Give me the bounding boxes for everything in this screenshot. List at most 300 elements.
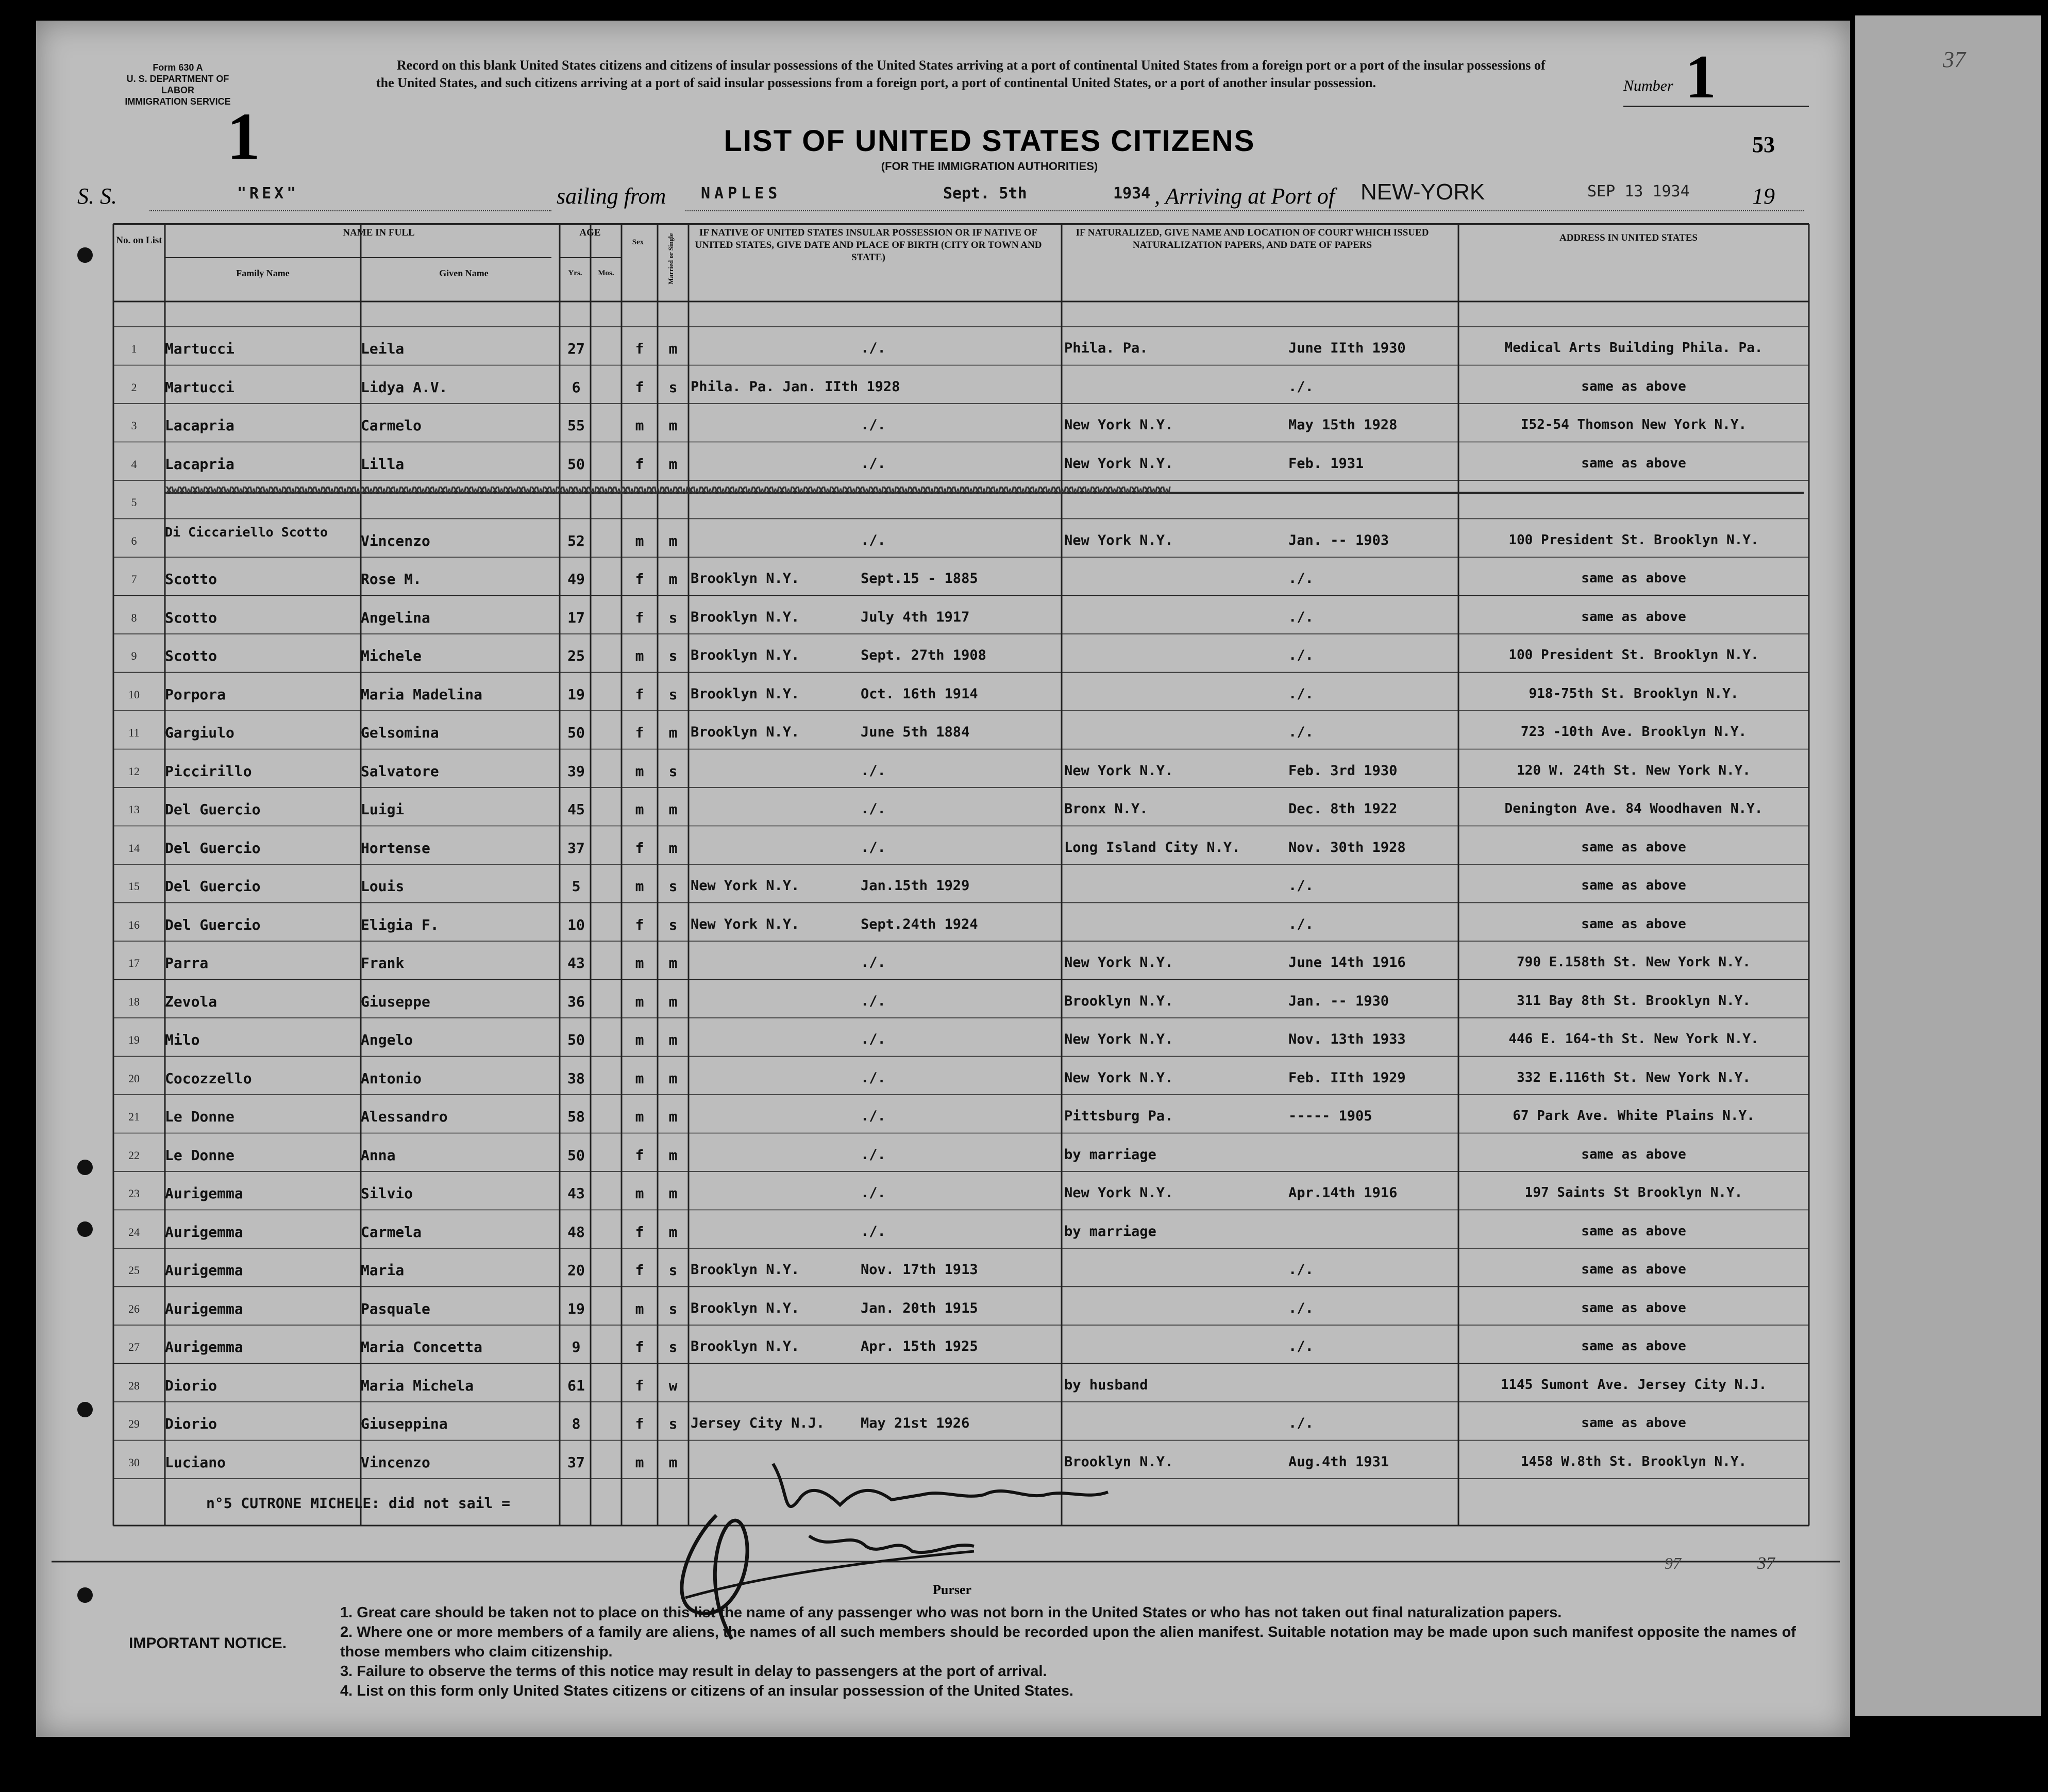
cell-given: Frank bbox=[361, 954, 405, 972]
cell-bdate: ./. bbox=[861, 1031, 886, 1047]
cell-given: Alessandro bbox=[361, 1108, 448, 1125]
cell-given: Pasquale bbox=[361, 1300, 430, 1317]
cell-ms: m bbox=[668, 993, 678, 1010]
cell-address: Denington Ave. 84 Woodhaven N.Y. bbox=[1504, 801, 1763, 816]
cell-bplace: Brooklyn N.Y. bbox=[691, 1300, 800, 1316]
cell-family: Parra bbox=[165, 954, 209, 972]
cell-bdate: ./. bbox=[861, 762, 886, 779]
cell-court: Phila. Pa. bbox=[1064, 340, 1148, 356]
cell-court: Pittsburg Pa. bbox=[1064, 1108, 1173, 1124]
cell-ms: m bbox=[668, 839, 678, 857]
cell-family: Martucci bbox=[165, 378, 234, 396]
cell-bdate: ./. bbox=[861, 1108, 886, 1124]
cell-court: by marriage bbox=[1064, 1146, 1156, 1163]
cell-ms: s bbox=[668, 878, 678, 895]
cell-address: same as above bbox=[1581, 916, 1686, 932]
cell-sex: f bbox=[635, 571, 644, 588]
cell-given: Silvio bbox=[361, 1185, 413, 1202]
cell-bdate: Oct. 16th 1914 bbox=[861, 685, 978, 702]
cell-no: 27 bbox=[128, 1341, 140, 1353]
cell-bdate: ./. bbox=[861, 839, 886, 856]
cell-given: Eligia F. bbox=[361, 916, 439, 933]
cell-ndate: ----- 1905 bbox=[1288, 1108, 1372, 1124]
cell-address: same as above bbox=[1581, 878, 1686, 893]
cell-address: 446 E. 164-th St. New York N.Y. bbox=[1508, 1031, 1759, 1047]
cell-bdate: Jan. 20th 1915 bbox=[861, 1300, 978, 1316]
cell-sex: f bbox=[635, 609, 644, 626]
notice-item: 1. Great care should be taken not to place on this list the name of any passenger who was not born in the United States or who has not taken out final naturalization papers. bbox=[340, 1604, 1562, 1621]
cell-court: New York N.Y. bbox=[1064, 1031, 1173, 1047]
cell-ndate: ./. bbox=[1288, 609, 1314, 625]
cell-address: 120 W. 24th St. New York N.Y. bbox=[1517, 762, 1751, 778]
cell-age: 5 bbox=[572, 878, 581, 895]
intro-text: Record on this blank United States citizens and citizens of insular possessions of the United States arriving at a port of continental United States from a foreign port or a port of the insular possessions of the United States, and such citizens arriving at a port of said insular possessions from a foreign port, a port of continental United States, or a port of another insular possession. bbox=[376, 58, 1546, 90]
cell-ms: s bbox=[668, 609, 678, 626]
cell-ndate: ./. bbox=[1288, 378, 1314, 395]
footnote: n°5 CUTRONE MICHELE: did not sail = bbox=[206, 1495, 511, 1512]
cell-family: Del Guercio bbox=[165, 916, 261, 933]
cell-given: Angelina bbox=[361, 609, 430, 626]
cell-bdate: Sept. 27th 1908 bbox=[861, 647, 986, 663]
cell-sex: m bbox=[635, 417, 644, 434]
cell-bdate: ./. bbox=[861, 1185, 886, 1201]
cell-no: 4 bbox=[131, 457, 137, 471]
cell-ms: s bbox=[668, 685, 678, 703]
cell-family: Gargiulo bbox=[165, 724, 234, 741]
cell-ndate: ./. bbox=[1288, 1415, 1314, 1431]
cell-no: 30 bbox=[128, 1455, 140, 1469]
cell-sex: m bbox=[635, 993, 644, 1010]
binder-hole bbox=[77, 1402, 93, 1417]
port-to: NEW-YORK bbox=[1361, 179, 1485, 205]
port-from: NAPLES bbox=[701, 185, 782, 203]
cell-no: 2 bbox=[131, 380, 137, 394]
cell-ms: m bbox=[668, 1108, 678, 1125]
cell-age: 19 bbox=[567, 1300, 585, 1317]
cell-age: 36 bbox=[567, 993, 585, 1010]
notice-item: 2. Where one or more members of a family are aliens, the names of all such members should be recorded upon the alien manifest. Suitable notation may be made upon such manifest opposite the names of those members who claim citizenship. bbox=[340, 1624, 1796, 1660]
notice-item: 4. List on this form only United States citizens or citizens of an insular possession of the United States. bbox=[340, 1683, 1073, 1699]
binder-hole bbox=[77, 247, 93, 263]
cell-family: Cocozzello bbox=[165, 1069, 252, 1087]
cell-age: 50 bbox=[567, 724, 585, 741]
cell-ms: s bbox=[668, 1415, 678, 1432]
cell-family: Aurigemma bbox=[165, 1185, 243, 1202]
cell-ms: s bbox=[668, 1262, 678, 1279]
cell-address: 790 E.158th St. New York N.Y. bbox=[1517, 954, 1751, 970]
cell-bplace: Jersey City N.J. bbox=[691, 1415, 825, 1431]
cell-address: same as above bbox=[1581, 571, 1686, 586]
cell-no: 23 bbox=[128, 1187, 140, 1200]
sail-year: 1934 bbox=[1113, 185, 1151, 203]
cell-bdate: ./. bbox=[861, 1069, 886, 1086]
cell-ndate: June IIth 1930 bbox=[1288, 340, 1406, 356]
cell-age: 43 bbox=[567, 1185, 585, 1202]
cell-no: 25 bbox=[128, 1264, 140, 1277]
cell-sex: f bbox=[635, 378, 644, 396]
cell-bplace: Brooklyn N.Y. bbox=[691, 571, 800, 587]
cell-age: 38 bbox=[567, 1069, 585, 1087]
cell-court: Long Island City N.Y. bbox=[1064, 839, 1240, 856]
cell-ms: m bbox=[668, 340, 678, 357]
cell-sex: f bbox=[635, 1338, 644, 1355]
arrival-stamp: SEP 13 1934 bbox=[1587, 182, 1690, 200]
cell-ndate: ./. bbox=[1288, 685, 1314, 702]
cell-address: 311 Bay 8th St. Brooklyn N.Y. bbox=[1517, 993, 1751, 1009]
cell-ndate: June 14th 1916 bbox=[1288, 954, 1406, 970]
cell-sex: f bbox=[635, 1377, 644, 1394]
cell-bdate: ./. bbox=[861, 801, 886, 817]
cell-ndate: ./. bbox=[1288, 916, 1314, 932]
cell-family: Milo bbox=[165, 1031, 200, 1048]
header-name: NAME IN FULL bbox=[343, 227, 415, 238]
cell-address: 918-75th St. Brooklyn N.Y. bbox=[1529, 685, 1739, 701]
cell-ndate: Feb. 3rd 1930 bbox=[1288, 762, 1398, 779]
cell-no: 21 bbox=[128, 1110, 140, 1123]
cell-ndate: Dec. 8th 1922 bbox=[1288, 801, 1398, 817]
sail-date: Sept. 5th bbox=[943, 185, 1027, 203]
cell-family: Aurigemma bbox=[165, 1300, 243, 1317]
cell-bplace: Phila. Pa. Jan. IIth 1928 bbox=[691, 378, 900, 395]
cell-bdate: ./. bbox=[861, 1146, 886, 1163]
cell-family: Aurigemma bbox=[165, 1338, 243, 1355]
cell-sex: m bbox=[635, 878, 644, 895]
cell-family: Lacapria bbox=[165, 417, 234, 434]
cell-bplace: New York N.Y. bbox=[691, 878, 800, 894]
cell-ndate: Aug.4th 1931 bbox=[1288, 1453, 1389, 1470]
header-family: Family Name bbox=[236, 268, 290, 278]
cell-address: 1145 Sumont Ave. Jersey City N.J. bbox=[1500, 1377, 1767, 1393]
cell-sex: m bbox=[635, 762, 644, 780]
cell-ndate: ./. bbox=[1288, 724, 1314, 740]
cell-no: 19 bbox=[128, 1033, 140, 1046]
form-id-line: U. S. DEPARTMENT OF LABOR bbox=[126, 74, 229, 95]
cell-family: Scotto bbox=[165, 609, 217, 626]
cell-ndate: Nov. 30th 1928 bbox=[1288, 839, 1406, 856]
cell-bplace: Brooklyn N.Y. bbox=[691, 685, 800, 702]
cell-age: 8 bbox=[572, 1415, 581, 1432]
cell-ms: m bbox=[668, 801, 678, 818]
cell-no: 11 bbox=[128, 726, 140, 739]
cell-court: New York N.Y. bbox=[1064, 1069, 1173, 1086]
cell-sex: m bbox=[635, 1453, 644, 1471]
cell-family: Porpora bbox=[165, 685, 226, 703]
cell-given: Maria bbox=[361, 1262, 405, 1279]
header-yrs: Yrs. bbox=[568, 269, 582, 277]
cell-no: 29 bbox=[128, 1417, 140, 1430]
cell-bdate: July 4th 1917 bbox=[861, 609, 970, 625]
cell-family: Martucci bbox=[165, 340, 234, 357]
cell-court: by husband bbox=[1064, 1377, 1148, 1393]
cell-sex: f bbox=[635, 1146, 644, 1164]
cell-court: Brooklyn N.Y. bbox=[1064, 1453, 1173, 1470]
cell-given: Maria Madelina bbox=[361, 685, 483, 703]
cell-address: I52-54 Thomson New York N.Y. bbox=[1520, 417, 1747, 432]
cell-age: 20 bbox=[567, 1262, 585, 1279]
cell-sex: f bbox=[635, 1415, 644, 1432]
cell-no: 12 bbox=[128, 764, 140, 778]
cell-bplace: Brooklyn N.Y. bbox=[691, 647, 800, 663]
header-birth: IF NATIVE OF UNITED STATES INSULAR POSSESSION OR IF NATIVE OF UNITED STATES, GIVE DATE AND PLACE OF BIRTH (CITY OR TOWN AND STATE) bbox=[695, 227, 1042, 263]
cell-ndate: ./. bbox=[1288, 571, 1314, 587]
cell-address: same as above bbox=[1581, 609, 1686, 625]
cell-court: New York N.Y. bbox=[1064, 417, 1173, 433]
cell-ms: s bbox=[668, 1300, 678, 1317]
cell-sex: m bbox=[635, 1031, 644, 1048]
cell-address: 197 Saints St Brooklyn N.Y. bbox=[1524, 1185, 1743, 1200]
cell-given: Antonio bbox=[361, 1069, 422, 1087]
cell-given: Carmelo bbox=[361, 417, 422, 434]
cell-ms: m bbox=[668, 1031, 678, 1048]
ss-label: S. S. bbox=[77, 183, 117, 209]
cell-ndate: ./. bbox=[1288, 1262, 1314, 1278]
cell-age: 6 bbox=[572, 378, 581, 396]
page-subtitle: (FOR THE IMMIGRATION AUTHORITIES) bbox=[881, 160, 1098, 173]
cell-ndate: Jan. -- 1903 bbox=[1288, 532, 1389, 548]
notice-label: IMPORTANT NOTICE. bbox=[129, 1635, 287, 1652]
cell-family: Le Donne bbox=[165, 1108, 234, 1125]
header-mos: Mos. bbox=[598, 269, 614, 277]
cell-given: Maria Michela bbox=[361, 1377, 474, 1394]
cell-age: 45 bbox=[567, 801, 585, 818]
cell-address: 100 President St. Brooklyn N.Y. bbox=[1508, 532, 1759, 548]
cell-no: 5 bbox=[131, 496, 137, 509]
cell-court: New York N.Y. bbox=[1064, 455, 1173, 472]
cell-ndate: Jan. -- 1930 bbox=[1288, 993, 1389, 1009]
cell-given: Salvatore bbox=[361, 762, 439, 780]
cell-sex: f bbox=[635, 685, 644, 703]
cell-address: same as above bbox=[1581, 1338, 1686, 1354]
cell-bplace: Brooklyn N.Y. bbox=[691, 1262, 800, 1278]
cell-address: 1458 W.8th St. Brooklyn N.Y. bbox=[1520, 1453, 1747, 1469]
cell-sex: f bbox=[635, 1262, 644, 1279]
cell-sex: m bbox=[635, 532, 644, 549]
cell-age: 55 bbox=[567, 417, 585, 434]
purser-label: Purser bbox=[933, 1582, 972, 1597]
cell-given: Lilla bbox=[361, 455, 405, 473]
year-suffix: 19 bbox=[1752, 183, 1775, 209]
cell-no: 10 bbox=[128, 688, 140, 701]
cell-address: same as above bbox=[1581, 1300, 1686, 1316]
cell-address: same as above bbox=[1581, 839, 1686, 855]
cell-address: 723 -10th Ave. Brooklyn N.Y. bbox=[1520, 724, 1747, 740]
cell-ms: m bbox=[668, 1185, 678, 1202]
cell-age: 48 bbox=[567, 1223, 585, 1241]
cell-bdate: ./. bbox=[861, 417, 886, 433]
cell-given: Anna bbox=[361, 1146, 396, 1164]
cell-ms: m bbox=[668, 455, 678, 473]
margin-mark-right: 37 bbox=[1757, 1554, 1775, 1573]
cell-no: 28 bbox=[128, 1379, 140, 1392]
cell-given: Giuseppina bbox=[361, 1415, 448, 1432]
cell-no: 18 bbox=[128, 995, 140, 1008]
cell-age: 37 bbox=[567, 839, 585, 857]
manifest-page bbox=[36, 21, 1850, 1737]
cell-family: Diorio bbox=[165, 1377, 217, 1394]
cell-address: same as above bbox=[1581, 455, 1686, 471]
cell-age: 49 bbox=[567, 571, 585, 588]
header-naturalization: IF NATURALIZED, GIVE NAME AND LOCATION OF COURT WHICH ISSUED NATURALIZATION PAPERS, AND DATE OF PAPERS bbox=[1076, 227, 1429, 250]
cell-no: 6 bbox=[131, 534, 137, 547]
cell-sex: m bbox=[635, 954, 644, 972]
cell-court: New York N.Y. bbox=[1064, 1185, 1173, 1201]
cell-no: 15 bbox=[128, 880, 140, 893]
arriving-label: , Arriving at Port of bbox=[1154, 183, 1335, 209]
cell-no: 3 bbox=[131, 419, 137, 432]
cell-ndate: Nov. 13th 1933 bbox=[1288, 1031, 1406, 1047]
cell-court: Brooklyn N.Y. bbox=[1064, 993, 1173, 1009]
cell-given: Carmela bbox=[361, 1223, 422, 1241]
cell-given: Rose M. bbox=[361, 571, 422, 588]
cell-family: Lacapria bbox=[165, 455, 234, 473]
cell-given: Louis bbox=[361, 878, 405, 895]
cell-age: 37 bbox=[567, 1453, 585, 1471]
cell-age: 9 bbox=[572, 1338, 581, 1355]
cell-ndate: Feb. 1931 bbox=[1288, 455, 1364, 472]
cell-age: 50 bbox=[567, 1031, 585, 1048]
cell-no: 13 bbox=[128, 803, 140, 816]
cell-address: same as above bbox=[1581, 1223, 1686, 1239]
header-given: Given Name bbox=[439, 268, 489, 278]
cell-given: Vincenzo bbox=[361, 532, 430, 549]
cell-ms: s bbox=[668, 1338, 678, 1355]
cell-sex: m bbox=[635, 801, 644, 818]
cell-given: Hortense bbox=[361, 839, 430, 857]
cell-ms: w bbox=[668, 1377, 678, 1394]
cell-ms: m bbox=[668, 1069, 678, 1087]
cell-bdate: ./. bbox=[861, 455, 886, 472]
header-address: ADDRESS IN UNITED STATES bbox=[1559, 232, 1698, 243]
cell-given: Lidya A.V. bbox=[361, 378, 448, 396]
cell-ms: m bbox=[668, 1223, 678, 1241]
cell-sex: m bbox=[635, 1300, 644, 1317]
cell-address: 332 E.116th St. New York N.Y. bbox=[1517, 1069, 1751, 1085]
notice-item: 3. Failure to observe the terms of this notice may result in delay to passengers at the port of arrival. bbox=[340, 1663, 1047, 1680]
header-married: Married or Single bbox=[667, 233, 675, 284]
cell-no: 24 bbox=[128, 1225, 140, 1238]
cell-sex: m bbox=[635, 1108, 644, 1125]
page-title: LIST OF UNITED STATES CITIZENS bbox=[724, 124, 1255, 158]
cell-family: Le Donne bbox=[165, 1146, 234, 1164]
cell-family: Luciano bbox=[165, 1453, 226, 1471]
cell-family: Del Guercio bbox=[165, 801, 261, 818]
cell-no: 22 bbox=[128, 1148, 140, 1162]
header-sex: Sex bbox=[632, 238, 644, 246]
cell-sex: m bbox=[635, 1185, 644, 1202]
cell-age: 17 bbox=[567, 609, 585, 626]
cell-sex: f bbox=[635, 839, 644, 857]
cell-bdate: May 21st 1926 bbox=[861, 1415, 970, 1431]
corner-mark: 37 bbox=[1943, 47, 1966, 72]
cell-court: by marriage bbox=[1064, 1223, 1156, 1240]
cell-bdate: ./. bbox=[861, 340, 886, 356]
cell-address: same as above bbox=[1581, 378, 1686, 394]
cell-address: same as above bbox=[1581, 1262, 1686, 1277]
ship-name: "REX" bbox=[237, 185, 299, 203]
cell-no: 17 bbox=[128, 957, 140, 969]
cell-ms: s bbox=[668, 378, 678, 396]
cell-given: Giuseppe bbox=[361, 993, 430, 1010]
cell-bdate: ./. bbox=[861, 954, 886, 970]
cell-ndate: ./. bbox=[1288, 1338, 1314, 1354]
cell-age: 39 bbox=[567, 762, 585, 780]
cell-address: 100 President St. Brooklyn N.Y. bbox=[1508, 647, 1759, 663]
cell-given: Luigi bbox=[361, 801, 405, 818]
cell-sex: m bbox=[635, 1069, 644, 1087]
cell-court: New York N.Y. bbox=[1064, 532, 1173, 548]
cell-ms: m bbox=[668, 1453, 678, 1471]
cell-no: 7 bbox=[131, 573, 137, 585]
cell-bdate: ./. bbox=[861, 532, 886, 548]
cell-court: Bronx N.Y. bbox=[1064, 801, 1148, 817]
binder-hole bbox=[77, 1221, 93, 1237]
cell-ndate: Apr.14th 1916 bbox=[1288, 1185, 1398, 1201]
cell-court: New York N.Y. bbox=[1064, 762, 1173, 779]
cell-court: New York N.Y. bbox=[1064, 954, 1173, 970]
binder-hole bbox=[77, 1160, 93, 1175]
cell-ndate: May 15th 1928 bbox=[1288, 417, 1398, 433]
cell-bdate: Sept.15 - 1885 bbox=[861, 571, 978, 587]
cell-age: 19 bbox=[567, 685, 585, 703]
cell-bdate: Nov. 17th 1913 bbox=[861, 1262, 978, 1278]
header-age: AGE bbox=[579, 227, 601, 238]
adjacent-page bbox=[1855, 15, 2041, 1716]
cell-given: Gelsomina bbox=[361, 724, 439, 741]
cell-ms: m bbox=[668, 417, 678, 434]
cell-age: 50 bbox=[567, 455, 585, 473]
cell-sex: m bbox=[635, 647, 644, 664]
sailing-label: sailing from bbox=[557, 183, 666, 209]
cell-given: Angelo bbox=[361, 1031, 413, 1048]
form-id-line: Form 630 A bbox=[153, 62, 203, 73]
cell-family: Del Guercio bbox=[165, 839, 261, 857]
cell-ms: m bbox=[668, 571, 678, 588]
notice-list bbox=[340, 1603, 1814, 1701]
cell-no: 8 bbox=[131, 611, 137, 624]
cell-age: 43 bbox=[567, 954, 585, 972]
cell-age: 61 bbox=[567, 1377, 585, 1394]
cell-no: 1 bbox=[131, 342, 137, 355]
sheet-number: 53 bbox=[1752, 132, 1775, 157]
cell-family: Zevola bbox=[165, 993, 217, 1010]
cell-ms: m bbox=[668, 532, 678, 549]
cell-family: Diorio bbox=[165, 1415, 217, 1432]
number-label: Number bbox=[1623, 77, 1673, 94]
cell-ms: m bbox=[668, 954, 678, 972]
cell-address: same as above bbox=[1581, 1415, 1686, 1431]
number-value: 1 bbox=[1685, 42, 1716, 111]
cell-bplace: New York N.Y. bbox=[691, 916, 800, 932]
cell-sex: f bbox=[635, 340, 644, 357]
cell-bdate: Sept.24th 1924 bbox=[861, 916, 978, 932]
cell-sex: f bbox=[635, 1223, 644, 1241]
cell-bdate: ./. bbox=[861, 993, 886, 1009]
cell-family: Di Ciccariello Scotto bbox=[165, 524, 328, 540]
cell-no: 9 bbox=[131, 649, 137, 662]
cell-age: 50 bbox=[567, 1146, 585, 1164]
cell-sex: f bbox=[635, 455, 644, 473]
cell-address: same as above bbox=[1581, 1146, 1686, 1162]
stamp-number: 1 bbox=[227, 99, 260, 174]
cell-given: Leila bbox=[361, 340, 405, 357]
cell-family: Scotto bbox=[165, 647, 217, 664]
cell-age: 27 bbox=[567, 340, 585, 357]
cell-bdate: Apr. 15th 1925 bbox=[861, 1338, 978, 1354]
cell-sex: f bbox=[635, 916, 644, 933]
cell-sex: f bbox=[635, 724, 644, 741]
form-id-line: IMMIGRATION SERVICE bbox=[125, 96, 231, 107]
cell-address: 67 Park Ave. White Plains N.Y. bbox=[1513, 1108, 1755, 1124]
